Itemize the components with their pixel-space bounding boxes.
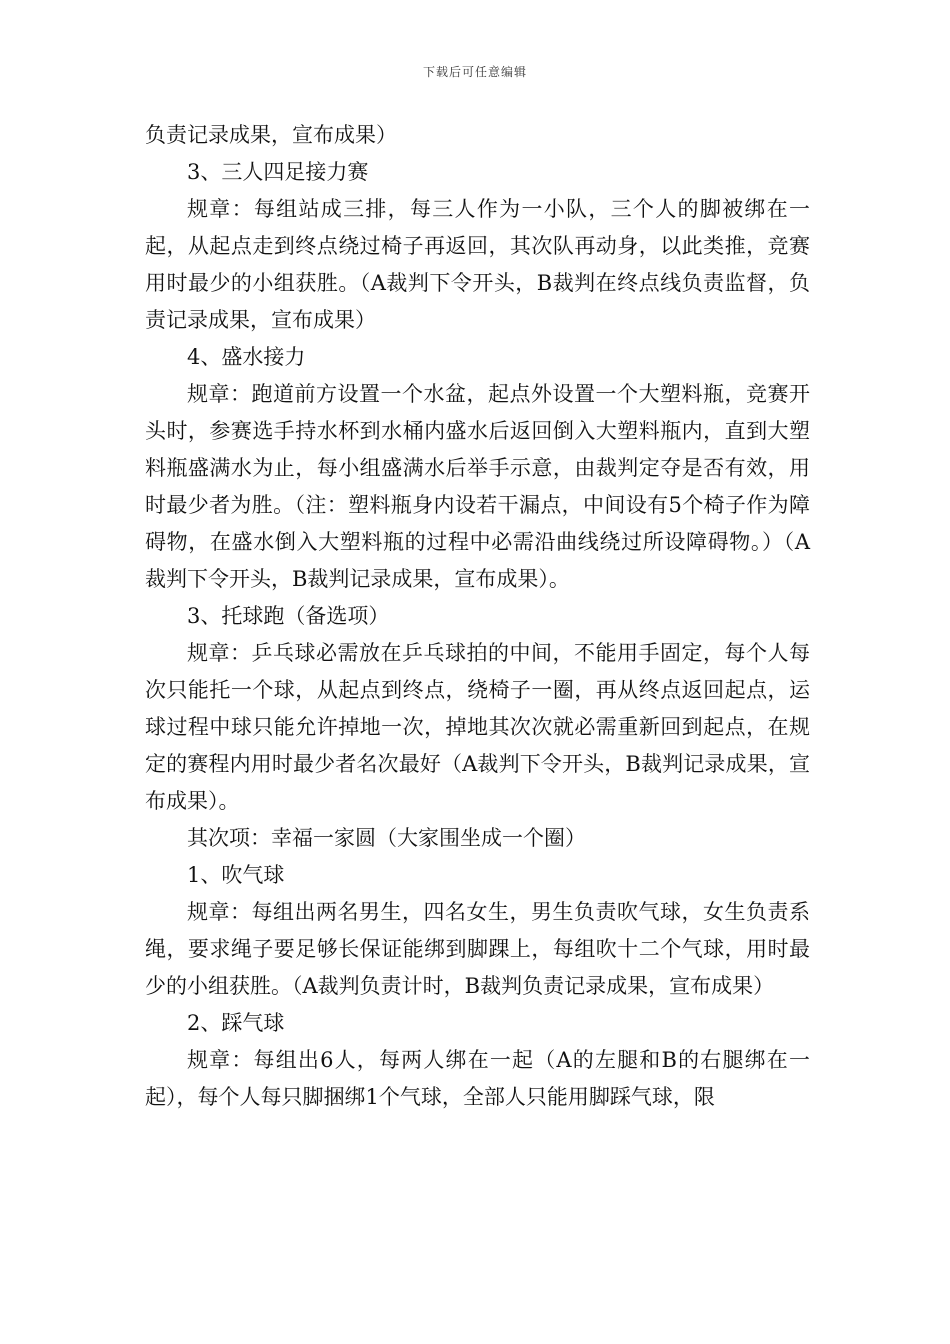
- document-body: [145, 117, 810, 1116]
- paragraph: 3、托球跑（备选项）: [187, 604, 390, 628]
- paragraph: 规章：每组站成三排，每三人作为一小队，三个人的脚被绑在一起，从起点走到终点绕过椅子再返回，其次队再动身，以此类推，竞赛用时最少的小组获胜。（A裁判下令开头，B裁判在终点线负责监督，负责记录成果，宣布成果）: [145, 197, 810, 332]
- paragraph: 2、踩气球: [187, 1011, 285, 1035]
- paragraph: 其次项：幸福一家圆（大家围坐成一个圈）: [187, 826, 586, 850]
- paragraph: 1、吹气球: [187, 863, 285, 887]
- page-header: 下载后可任意编辑: [422, 65, 527, 79]
- paragraph: 3、三人四足接力赛: [187, 160, 369, 184]
- paragraph: 4、盛水接力: [187, 345, 306, 369]
- paragraph: 规章：每组出6人，每两人绑在一起（A的左腿和B的右腿绑在一起），每个人每只脚捆绑1个气球，全部人只能用脚踩气球，限: [145, 1048, 810, 1109]
- paragraph: 负责记录成果，宣布成果）: [145, 123, 397, 147]
- paragraph: 规章：每组出两名男生，四名女生，男生负责吹气球，女生负责系绳，要求绳子要足够长保证能绑到脚踝上，每组吹十二个气球，用时最少的小组获胜。（A裁判负责计时，B裁判负责记录成果，宣布成果）: [145, 900, 810, 998]
- paragraph: 规章：乒乓球必需放在乒乓球拍的中间，不能用手固定，每个人每次只能托一个球，从起点到终点，绕椅子一圈，再从终点返回起点，运球过程中球只能允许掉地一次，掉地其次次就必需重新回到起点，在规定的赛程内用时最少者名次最好（A裁判下令开头，B裁判记录成果，宣布成果）。: [145, 641, 810, 813]
- paragraph: 规章：跑道前方设置一个水盆，起点外设置一个大塑料瓶，竞赛开头时，参赛选手持水杯到水桶内盛水后返回倒入大塑料瓶内，直到大塑料瓶盛满水为止，每小组盛满水后举手示意，由裁判定夺是否有效，用时最少者为胜。（注：塑料瓶身内设若干漏点，中间设有5个椅子作为障碍物，在盛水倒入大塑料瓶的过程中必需沿曲线绕过所设障碍物。）（A裁判下令开头，B裁判记录成果，宣布成果）。: [145, 382, 810, 591]
